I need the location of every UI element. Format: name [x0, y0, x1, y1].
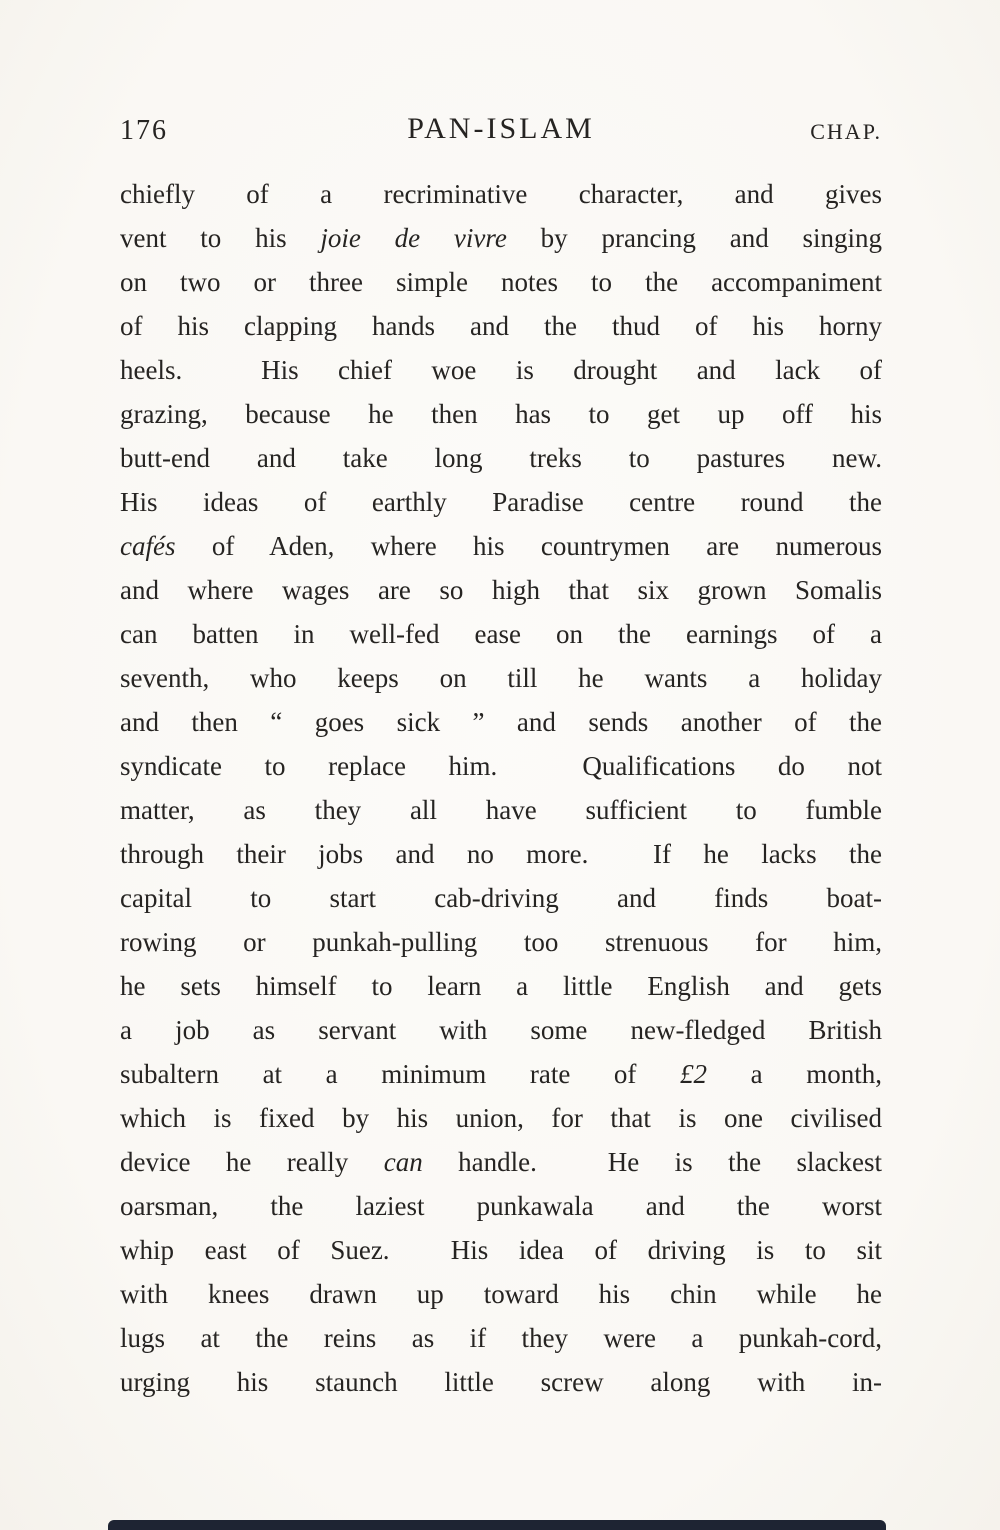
- text-line: on two or three simple notes to the accompaniment: [120, 267, 882, 297]
- text-line: which is fixed by his union, for that is one civilised: [120, 1103, 882, 1133]
- running-title: PAN-ISLAM: [407, 112, 595, 145]
- text-line: syndicate to replace him. Qualifications do not: [120, 751, 882, 781]
- page-number: 176: [120, 115, 168, 146]
- text-line: through their jobs and no more. If he lacks the: [120, 839, 882, 869]
- text-line: oarsman, the laziest punkawala and the worst: [120, 1191, 882, 1221]
- text-line: cafés of Aden, where his countrymen are numerous: [120, 531, 882, 561]
- text-line: capital to start cab-driving and finds boat-: [120, 883, 882, 913]
- text-line: subaltern at a minimum rate of £2 a month,: [120, 1059, 882, 1089]
- text-line: and where wages are so high that six grown Somalis: [120, 575, 882, 605]
- text-line: heels. His chief woe is drought and lack of: [120, 355, 882, 385]
- text-line: can batten in well-fed ease on the earnings of a: [120, 619, 882, 649]
- text-line: grazing, because he then has to get up off his: [120, 399, 882, 429]
- text-line: whip east of Suez. His idea of driving is to sit: [120, 1235, 882, 1265]
- text-line: and then “ goes sick ” and sends another of the: [120, 707, 882, 737]
- text-line: device he really can handle. He is the slackest: [120, 1147, 882, 1177]
- text-line: he sets himself to learn a little English and gets: [120, 971, 882, 1001]
- text-line: butt-end and take long treks to pastures new.: [120, 443, 882, 473]
- text-line: rowing or punkah-pulling too strenuous for him,: [120, 927, 882, 957]
- text-line: seventh, who keeps on till he wants a holiday: [120, 663, 882, 693]
- scan-edge-artifact: [108, 1520, 886, 1530]
- text-line: chiefly of a recriminative character, and gives: [120, 179, 882, 209]
- body-text: [120, 172, 882, 1404]
- text-line: vent to his joie de vivre by prancing and singing: [120, 223, 882, 253]
- text-line: a job as servant with some new-fledged British: [120, 1015, 882, 1045]
- text-line: of his clapping hands and the thud of his horny: [120, 311, 882, 341]
- text-line: urging his staunch little screw along with in-: [120, 1367, 882, 1397]
- page-header: [120, 112, 882, 154]
- text-line: with knees drawn up toward his chin while he: [120, 1279, 882, 1309]
- text-line: His ideas of earthly Paradise centre round the: [120, 487, 882, 517]
- text-line: lugs at the reins as if they were a punkah-cord,: [120, 1323, 882, 1353]
- text-line: matter, as they all have sufficient to fumble: [120, 795, 882, 825]
- chapter-label: CHAP.: [810, 119, 882, 144]
